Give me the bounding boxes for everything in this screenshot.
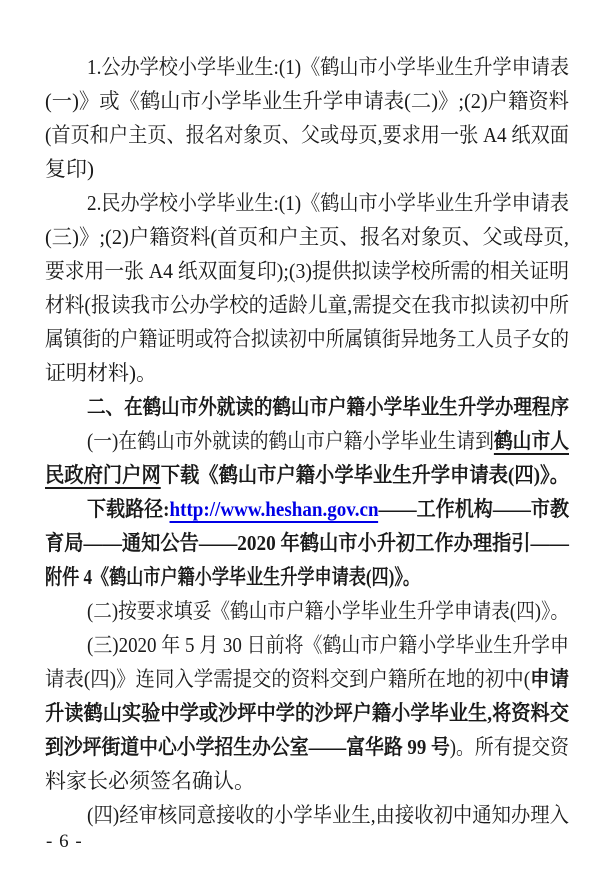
text-line (45, 220, 569, 254)
text-line-content (87, 798, 569, 832)
text-line (45, 186, 569, 220)
text-run: 材料(报读我市公办学校的适龄儿童,需提交在我市拟读初中所 (45, 293, 569, 317)
text-run: (四)经审核同意接收的小学毕业生,由接收初中通知办理入 (87, 803, 569, 827)
text-line-content (45, 356, 157, 390)
text-line-content (87, 492, 569, 526)
text-line (45, 458, 569, 492)
text-line (45, 628, 569, 662)
text-line (45, 764, 569, 798)
text-line-content (45, 696, 569, 730)
page-number: - 6 - (46, 831, 83, 852)
text-run: 升读鹤山实验中学或沙坪中学的沙坪户籍小学毕业生,将资料交 (45, 701, 569, 725)
text-line (45, 50, 569, 84)
text-run: (一)在鹤山市外就读的鹤山市户籍小学毕业生请到 (87, 429, 494, 453)
text-run: 请表(四)》连同入学需提交的资料交到户籍所在地的初中( (45, 667, 531, 691)
text-run: 证明材料)。 (45, 361, 157, 385)
text-line-content (87, 50, 569, 84)
text-run: (三)2020 年 5 月 30 日前将《鹤山市户籍小学毕业生升学申 (87, 633, 569, 657)
text-line (45, 662, 569, 696)
text-line (45, 696, 569, 730)
text-line (45, 118, 569, 152)
text-run: )。所有提交资 (449, 735, 569, 759)
text-line-content (87, 628, 569, 662)
text-run: (首页和户主页、报名对象页、父或母页,要求用一张 A4 纸双面 (45, 123, 569, 147)
text-line-content (45, 118, 569, 152)
text-line (45, 730, 569, 764)
text-line-content (45, 152, 94, 186)
text-line-content (45, 322, 569, 356)
text-run: 2.民办学校小学毕业生:(1)《鹤山市小学毕业生升学申请表 (87, 191, 569, 215)
text-line (45, 526, 569, 560)
text-line-content (45, 526, 569, 560)
text-line (45, 152, 569, 186)
text-line-content (45, 84, 569, 118)
text-run: 鹤山市人 (493, 429, 569, 453)
text-line (45, 288, 569, 322)
text-run: 复印) (45, 157, 94, 181)
text-line-content (45, 764, 255, 798)
text-line (45, 560, 569, 594)
text-run: 1.公办学校小学毕业生:(1)《鹤山市小学毕业生升学申请表 (87, 55, 569, 79)
text-line-content (45, 458, 569, 492)
text-run: 料家长必须签名确认。 (45, 769, 255, 793)
text-run: (一)》或《鹤山市小学毕业生升学申请表(二)》;(2)户籍资料 (45, 89, 569, 113)
text-line (45, 492, 569, 526)
text-line (45, 356, 569, 390)
text-run: 下载路径: (87, 497, 170, 521)
text-line-content (45, 288, 569, 322)
text-line (45, 594, 569, 628)
text-line (45, 322, 569, 356)
text-run: 申请 (530, 667, 569, 691)
text-line-content (87, 594, 569, 628)
text-line-content (45, 560, 420, 594)
document-link[interactable]: http://www.heshan.gov.cn (169, 497, 379, 521)
text-run: ——工作机构——市教 (378, 497, 569, 521)
text-line (45, 84, 569, 118)
text-run: 到沙坪街道中心小学招生办公室——富华路 99 号 (45, 735, 450, 759)
text-run: (二)按要求填妥《鹤山市户籍小学毕业生升学申请表(四)》。 (87, 599, 569, 623)
text-run: 民政府门户网 (45, 463, 161, 487)
text-run: 下载《鹤山市户籍小学毕业生升学申请表(四)》。 (160, 463, 569, 487)
text-line (45, 390, 569, 424)
text-line (45, 424, 569, 458)
text-line (45, 798, 569, 832)
text-run: 育局——通知公告——2020 年鹤山市小升初工作办理指引—— (45, 531, 569, 555)
text-run: 属镇街的户籍证明或符合拟读初中所属镇街异地务工人员子女的 (45, 327, 569, 351)
document-body (45, 50, 569, 832)
text-run: 要求用一张 A4 纸双面复印);(3)提供拟读学校所需的相关证明 (45, 259, 569, 283)
text-line-content (45, 730, 569, 764)
text-line-content (45, 662, 569, 696)
text-line (45, 254, 569, 288)
text-line-content (45, 220, 569, 254)
text-run: (三)》;(2)户籍资料(首页和户主页、报名对象页、父或母页, (45, 225, 569, 249)
text-line-content (87, 390, 569, 424)
text-run: 附件 4《鹤山市户籍小学毕业生升学申请表(四)》。 (45, 565, 420, 589)
text-line-content (87, 186, 569, 220)
text-line-content (87, 424, 569, 458)
text-run: 二、在鹤山市外就读的鹤山市户籍小学毕业生升学办理程序 (87, 395, 569, 419)
text-line-content (45, 254, 569, 288)
